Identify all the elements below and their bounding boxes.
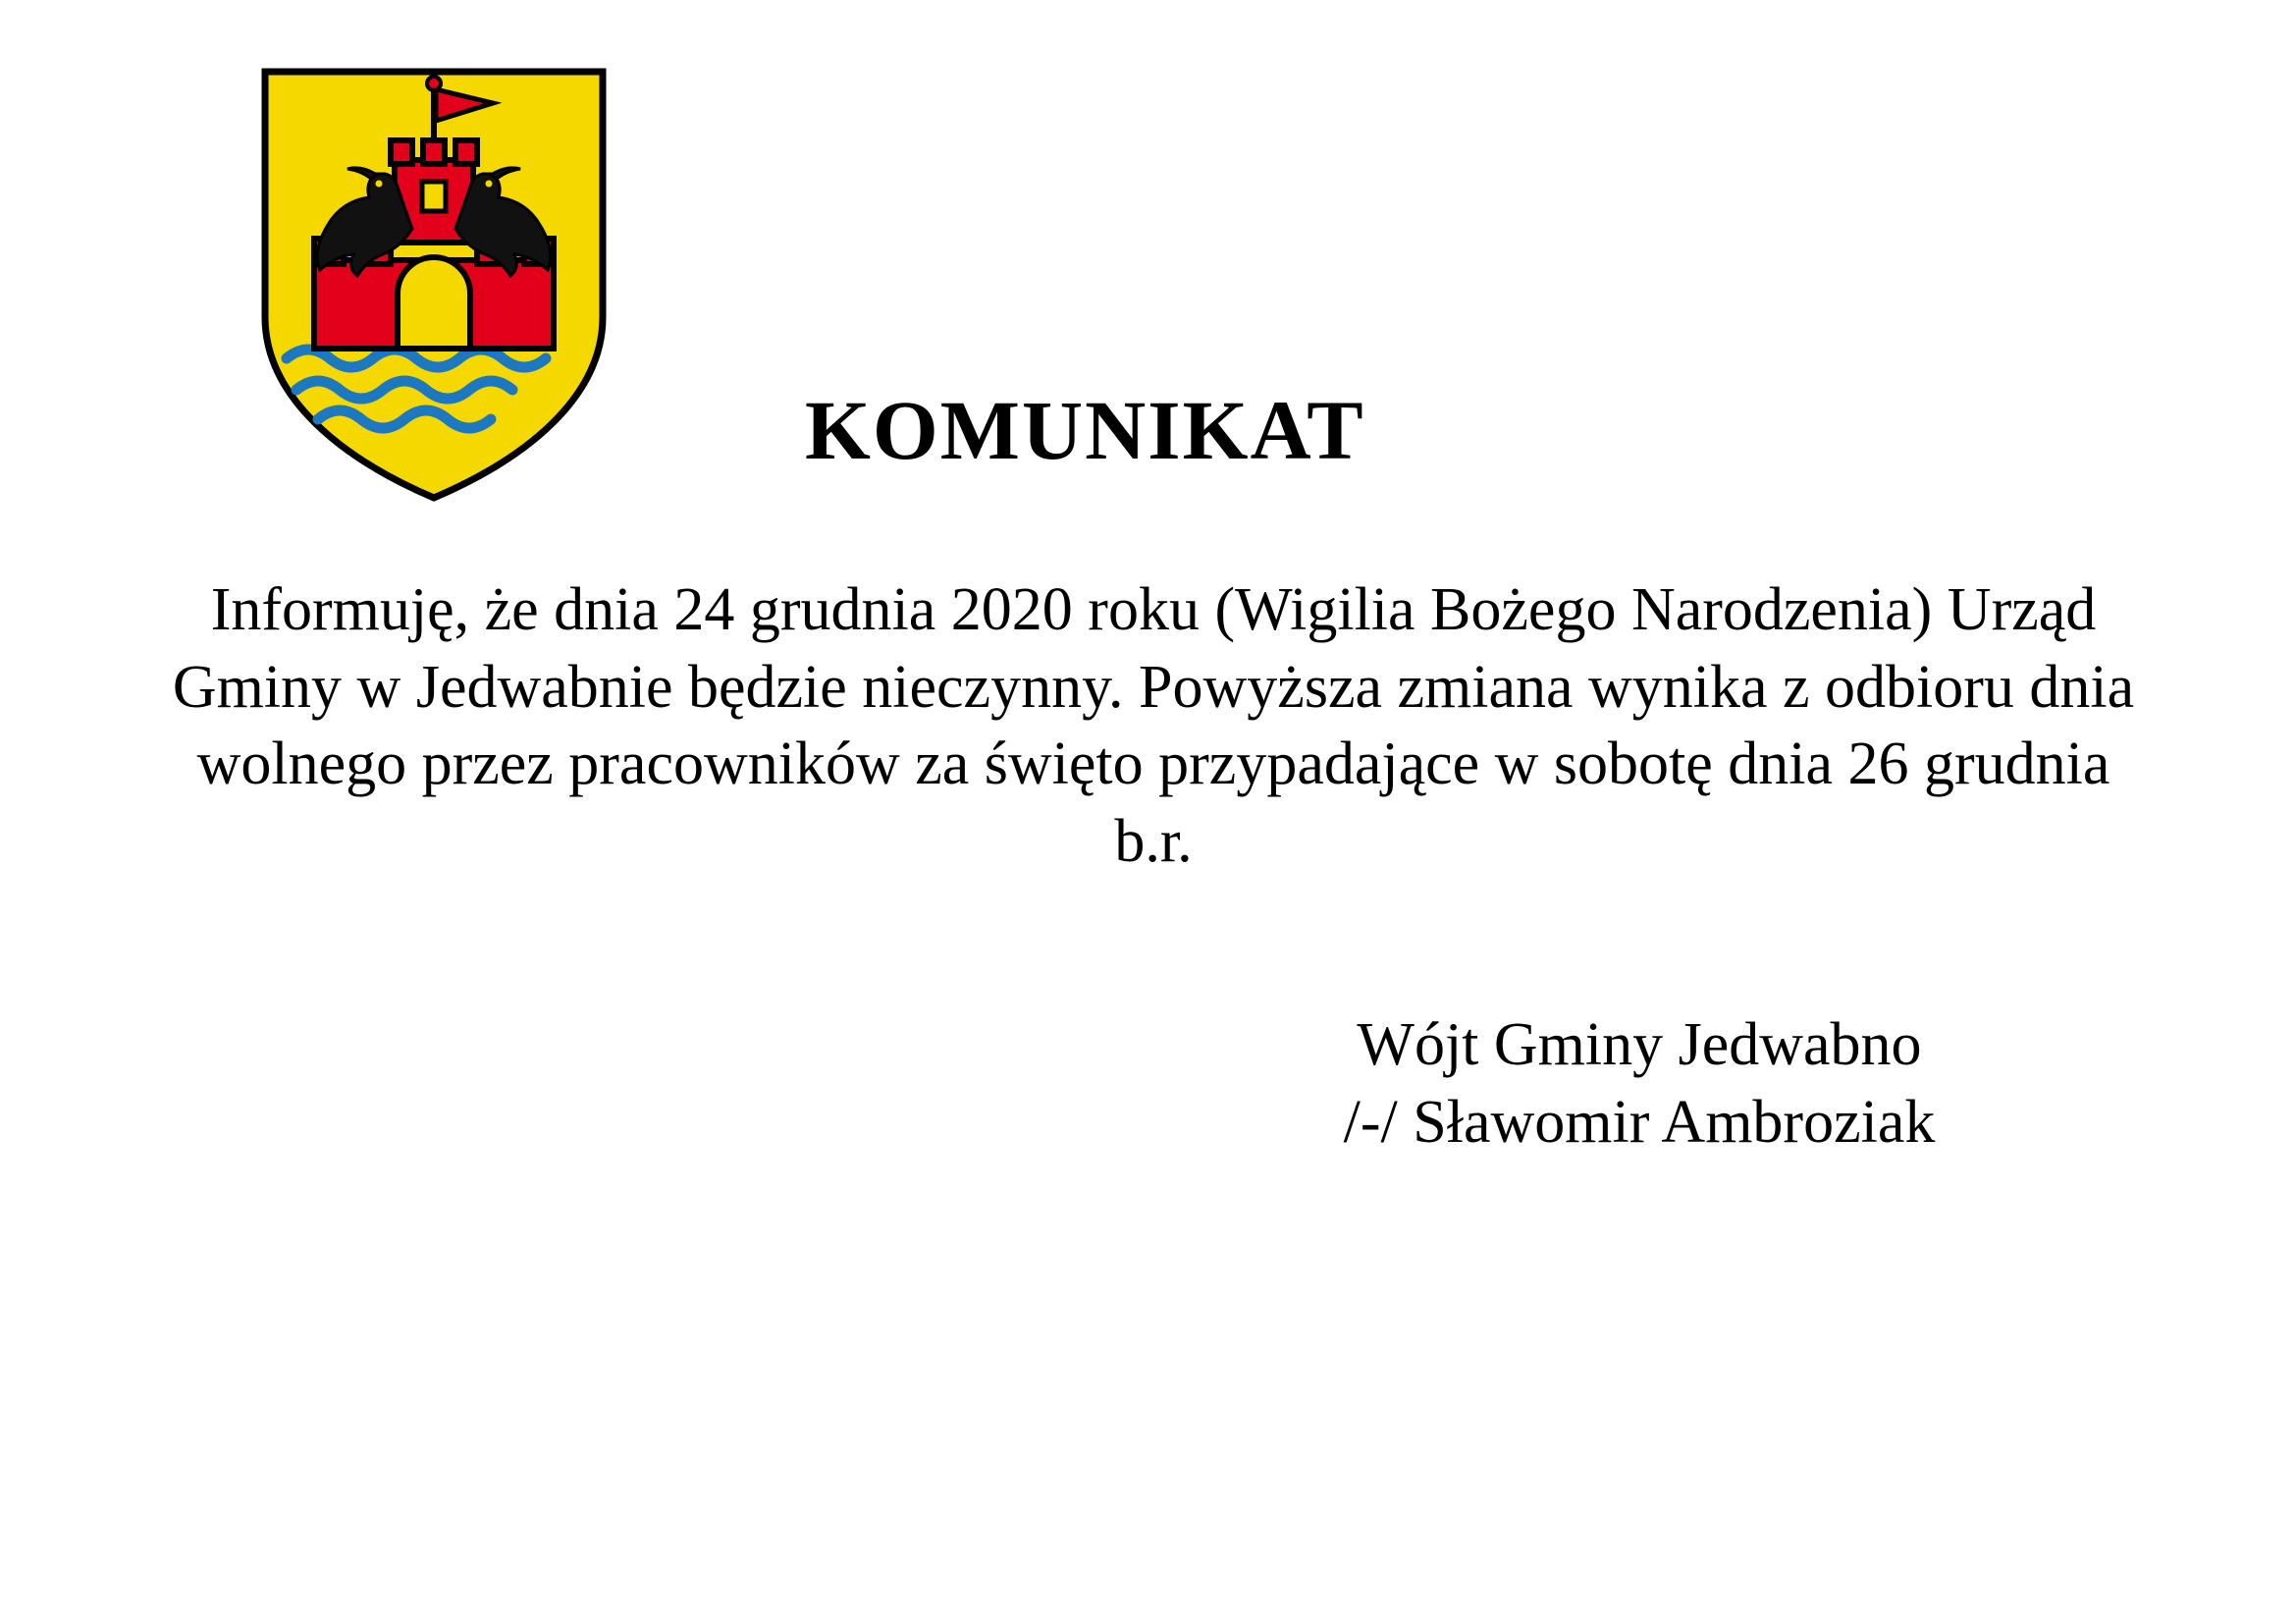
document-header [0,54,2296,476]
signature-name: /-/ Sławomir Ambroziak [1343,1089,1936,1157]
signature-block [1158,1006,2120,1163]
signature-office: Wójt Gminy Jedwabno [1357,1011,1922,1078]
page-title: KOMUNIKAT [805,382,1365,477]
coat-of-arms-icon [257,64,611,506]
announcement-body: Informuję, że dnia 24 grudnia 2020 roku (Wigilia Bożego Narodzenia) Urząd Gminy w Jedwabnie będzie nieczynny. Powyższa zmiana wynika z odbioru dnia wolnego przez pracowników za święto przypadające w sobotę dnia 26 grudnia b.r. [172,576,2135,876]
